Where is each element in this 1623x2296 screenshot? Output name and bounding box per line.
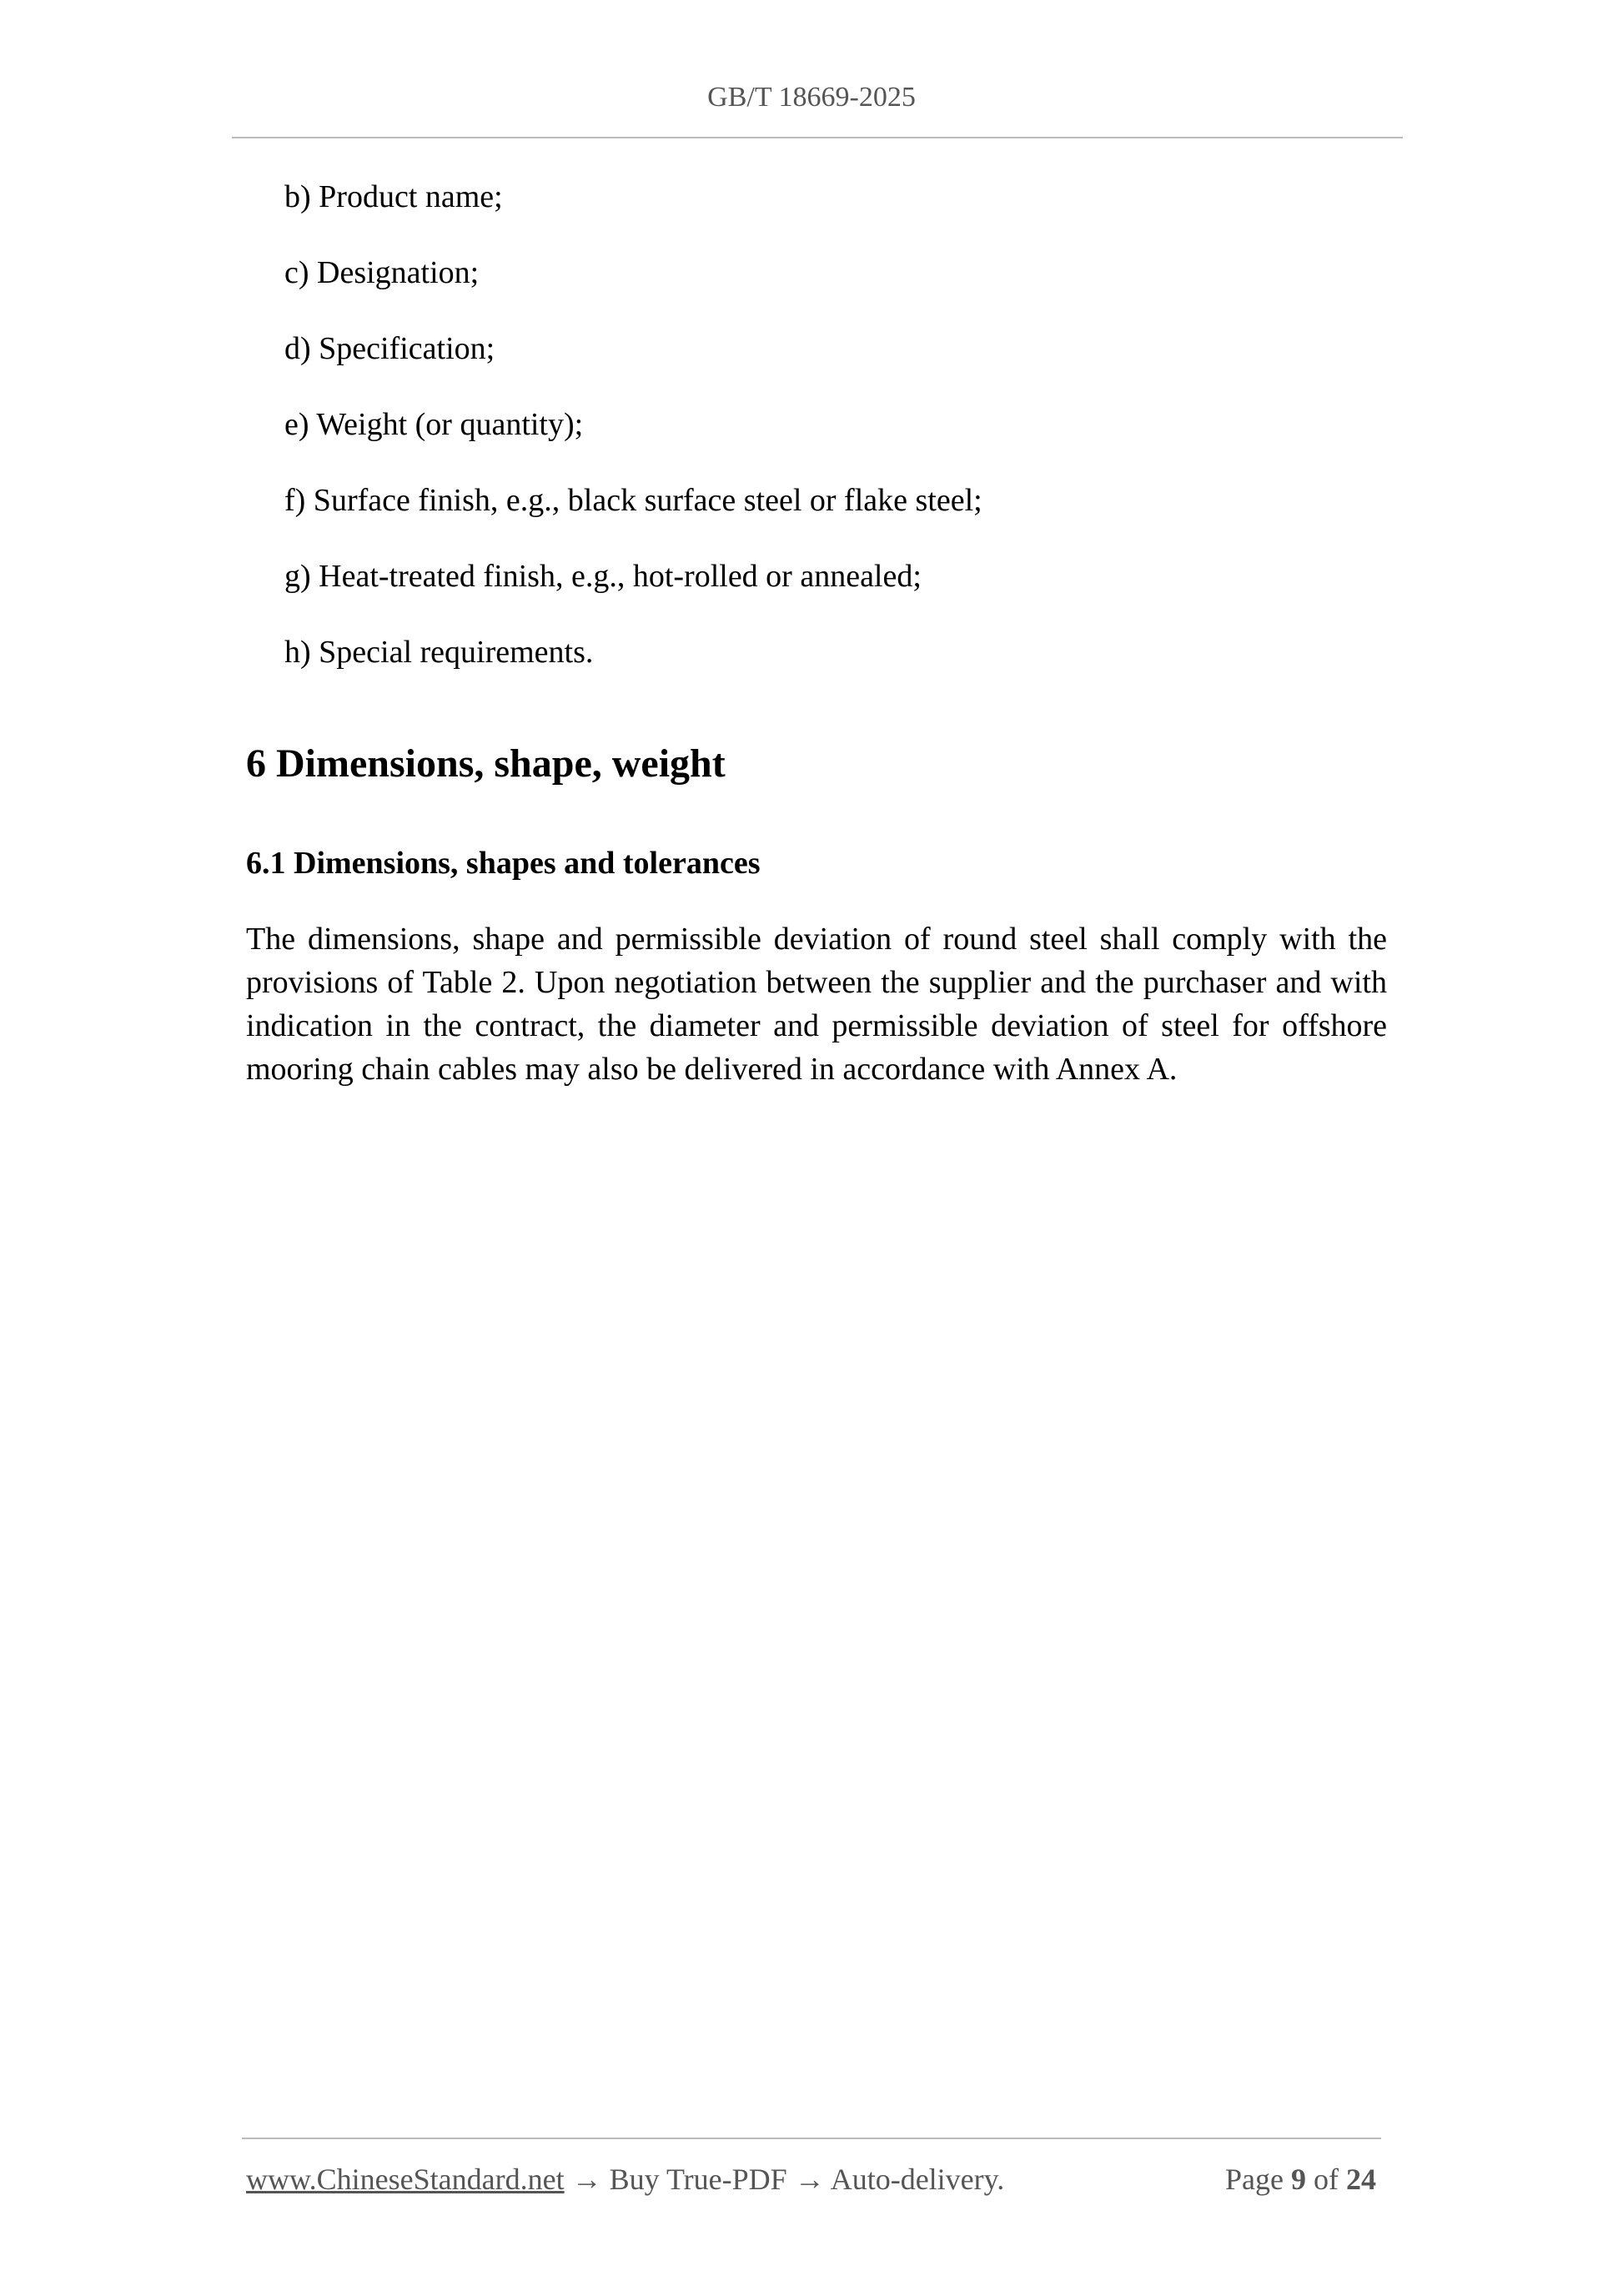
arrow-right-icon: → [794, 2163, 825, 2196]
page-indicator [1225, 2160, 1376, 2198]
list-item: c) Designation; [284, 255, 480, 290]
list-item: f) Surface finish, e.g., black surface steel or flake steel; [284, 483, 982, 518]
footer-promo [246, 2160, 1004, 2198]
section-heading: 6 Dimensions, shape, weight [246, 741, 726, 786]
subsection-heading: 6.1 Dimensions, shapes and tolerances [246, 846, 761, 881]
list-item: g) Heat-treated finish, e.g., hot-rolled or annealed; [284, 559, 922, 594]
list-item: e) Weight (or quantity); [284, 407, 584, 442]
page-total: 24 [1346, 2163, 1376, 2196]
of-label: of [1314, 2163, 1339, 2196]
buy-pdf-text: Buy True-PDF [609, 2163, 787, 2196]
page-label: Page [1225, 2163, 1284, 2196]
website-link[interactable]: www.ChineseStandard.net [246, 2163, 565, 2196]
list-item: h) Special requirements. [284, 635, 594, 670]
page-number: 9 [1291, 2163, 1306, 2196]
list-item: b) Product name; [284, 179, 503, 214]
header-divider [232, 137, 1403, 138]
body-paragraph: The dimensions, shape and permissible deviation of round steel shall comply with the provisions of Table 2. Upon negotiation between the supplier and the purchaser and with indication in the contract, the diameter and permissible deviation of steel for offshore mooring chain cables may also be delivered in accordance with Annex A. [246, 922, 1387, 1087]
page-header: GB/T 18669-2025 [707, 82, 916, 113]
footer-divider [242, 2138, 1381, 2139]
auto-delivery-text: Auto-delivery. [830, 2163, 1005, 2196]
requirements-list [284, 175, 982, 706]
arrow-right-icon: → [571, 2163, 602, 2196]
list-item: d) Specification; [284, 331, 495, 366]
